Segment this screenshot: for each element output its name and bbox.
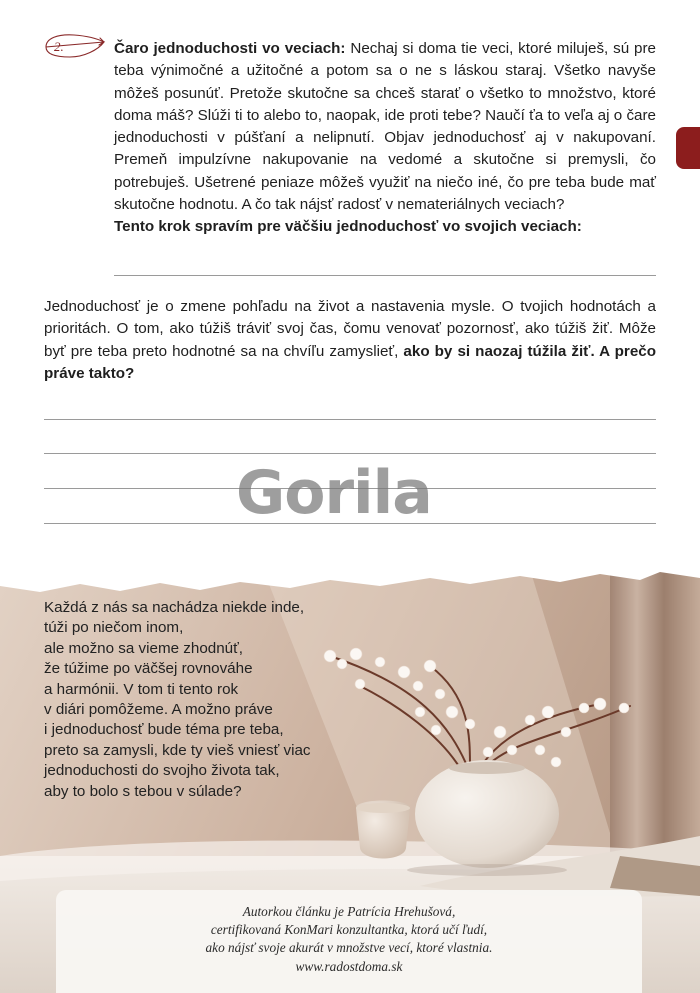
section-1-lead: Čaro jednoduchosti vo veciach:	[114, 40, 346, 57]
step-marker	[40, 30, 108, 64]
poem-line: túži po niečom inom,	[44, 619, 184, 637]
author-credit	[56, 903, 642, 976]
poem-line: jednoduchosti do svojho života tak,	[44, 762, 280, 780]
answer-line[interactable]	[44, 453, 656, 454]
section-simplicity-in-things	[114, 38, 656, 216]
section-reflection	[44, 296, 656, 385]
credit-line: Autorkou článku je Patrícia Hrehušová,	[242, 904, 456, 919]
section-1-paragraph	[114, 38, 656, 216]
credit-line: certifikovaná KonMari konzultantka, ktorá učí ľudí,	[210, 922, 488, 938]
answer-line[interactable]	[114, 275, 656, 276]
section-2-question: ako by si naozaj túžila žiť. A prečo práve takto?	[44, 342, 656, 382]
poem-line: ale možno sa vieme zhodnúť,	[44, 639, 244, 657]
poem-line: preto sa zamysli, kde ty vieš vniesť viac	[44, 741, 311, 759]
poem-line: aby to bolo s tebou v súlade?	[44, 782, 242, 800]
website-link[interactable]: www.radostdoma.sk	[295, 958, 403, 974]
watermark-logo: Gorila	[236, 458, 432, 528]
task-prompt: Tento krok spravím pre väčšiu jednoduchosť vo svojich veciach:	[114, 218, 582, 235]
section-1-body: Nechaj si doma tie veci, ktoré miluješ, sú pre teba výnimočné a užitočné a potom sa o ne s láskou staraj. Všetko navyše môžeš posunúť. Pretože skutočne sa chceš starať o všetko to množstvo, ktoré doma máš? Slúži ti to alebo to, naopak, ide proti tebe? Naučí ťa to veľa aj o čare jednoduchosti v púšťaní a nelipnutí. Objav jednoduchosť aj v nakupovaní. Premeň impulzívne nakupovanie na vedomé a skutočne si premysli, čo potrebuješ. Ušetrené peniaze môžeš využiť na niečo iné, čo pre teba bude mať skutočne hodnotu. A čo tak nájsť radosť v nemateriálnych veciach?	[114, 40, 656, 214]
section-2-paragraph	[44, 296, 656, 385]
answer-line[interactable]	[44, 419, 656, 420]
side-tab-marker	[676, 127, 700, 169]
step-number: 2.	[54, 39, 64, 54]
poem-line: i jednoduchosť bude téma pre teba,	[44, 721, 284, 739]
poem-line: a harmónii. V tom ti tento rok	[44, 680, 239, 698]
poem-line: v diári pomôžeme. A možno práve	[44, 701, 273, 719]
credit-line: ako nájsť svoje akurát v množstve vecí, ktoré vlastnia.	[205, 940, 493, 956]
section-2-body: Jednoduchosť je o zmene pohľadu na život a nastavenia mysle. O tvojich hodnotách a prioritách. O tom, ako túžiš tráviť svoj čas, čomu venovať pozornosť, ako túžiš žiť. Môže byť pre teba preto hodnotné sa na chvíľu zamyslieť,	[44, 298, 656, 360]
poem-text	[44, 598, 344, 802]
poem-line: Každá z nás sa nachádza niekde inde,	[44, 599, 305, 616]
arrow-outline-icon	[40, 30, 108, 64]
poem-line: že túžime po väčšej rovnováhe	[44, 660, 253, 678]
